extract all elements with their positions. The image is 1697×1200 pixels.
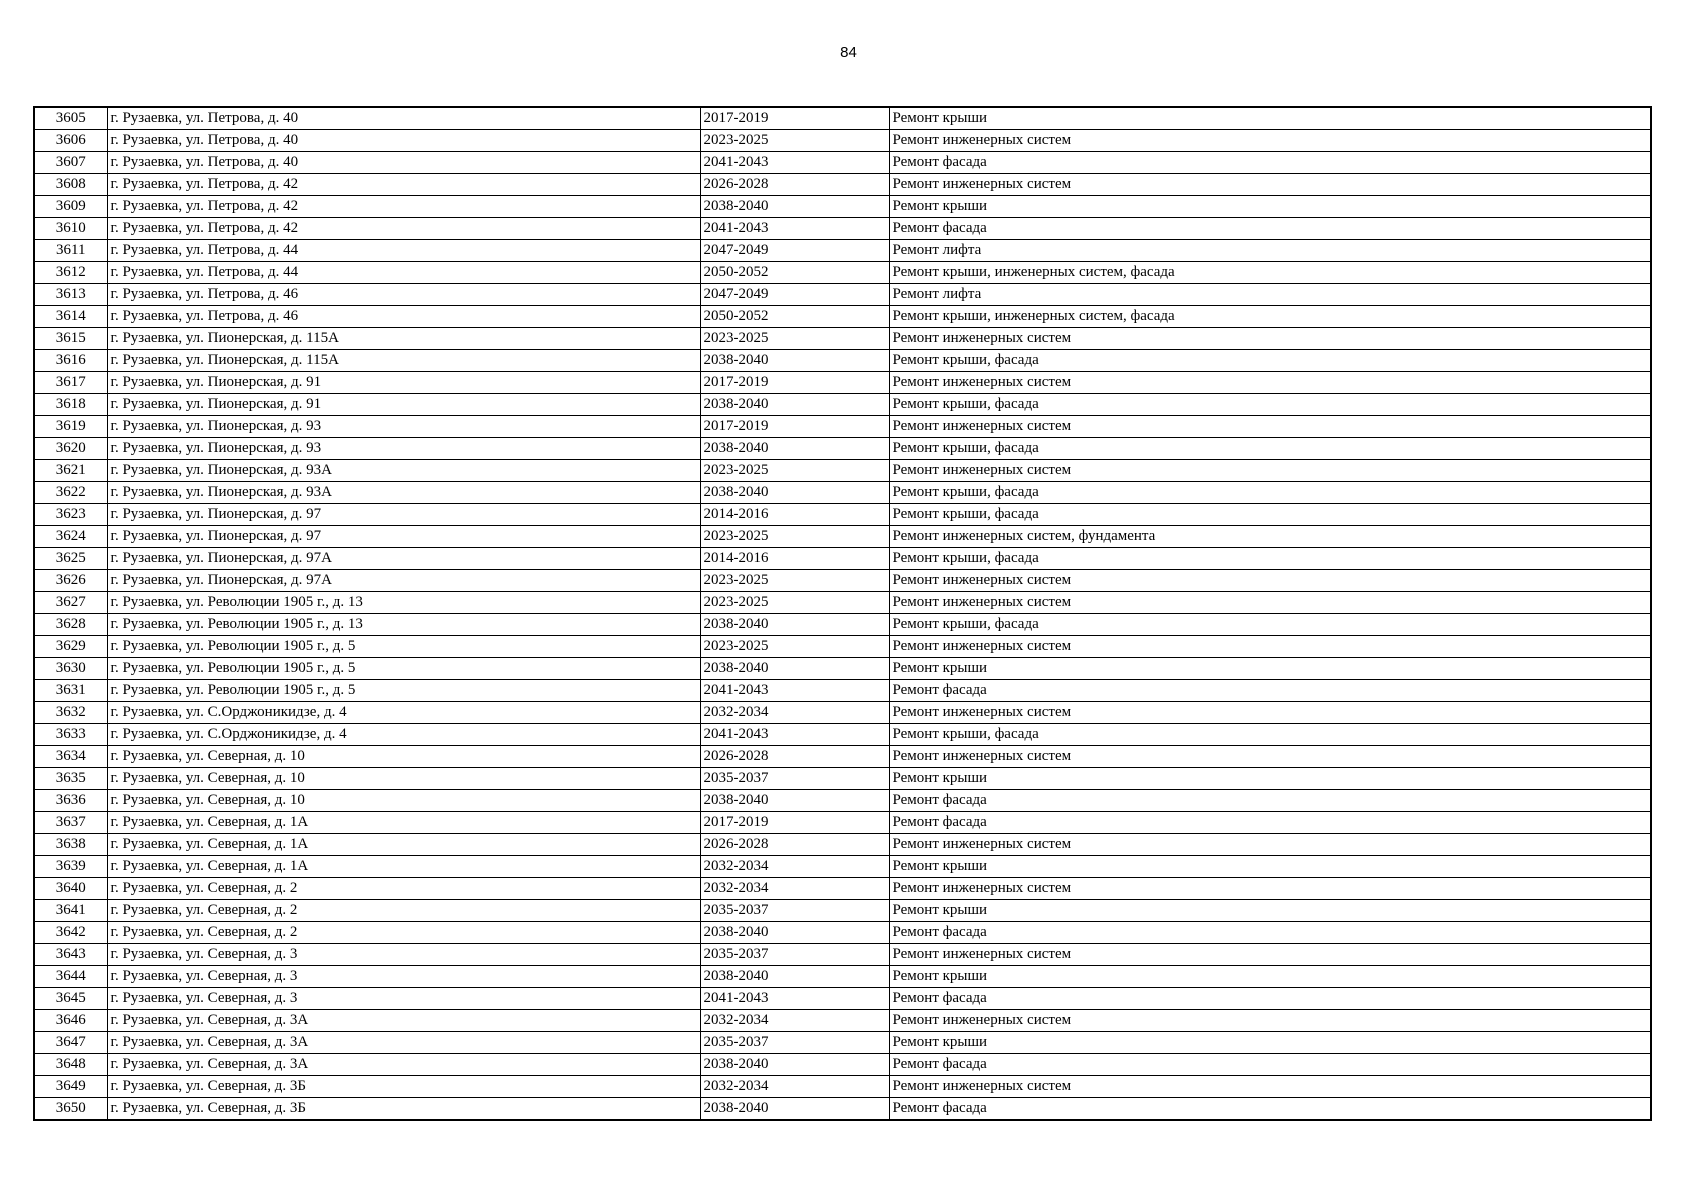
address-cell: г. Рузаевка, ул. Северная, д. 3Б (107, 1076, 700, 1098)
row-number-cell: 3613 (34, 284, 107, 306)
row-number-cell: 3648 (34, 1054, 107, 1076)
address-cell: г. Рузаевка, ул. Петрова, д. 46 (107, 284, 700, 306)
work-type-cell: Ремонт крыши, фасада (889, 394, 1651, 416)
address-cell: г. Рузаевка, ул. Северная, д. 3А (107, 1032, 700, 1054)
work-type-cell: Ремонт крыши (889, 107, 1651, 130)
address-cell: г. Рузаевка, ул. Петрова, д. 46 (107, 306, 700, 328)
period-cell: 2038-2040 (700, 922, 889, 944)
period-cell: 2032-2034 (700, 1010, 889, 1032)
table-row (34, 790, 1651, 812)
address-cell: г. Рузаевка, ул. Революции 1905 г., д. 5 (107, 636, 700, 658)
period-cell: 2038-2040 (700, 482, 889, 504)
row-number-cell: 3640 (34, 878, 107, 900)
address-cell: г. Рузаевка, ул. Пионерская, д. 93А (107, 482, 700, 504)
work-type-cell: Ремонт инженерных систем (889, 592, 1651, 614)
work-type-cell: Ремонт инженерных систем (889, 702, 1651, 724)
row-number-cell: 3636 (34, 790, 107, 812)
work-type-cell: Ремонт крыши (889, 196, 1651, 218)
address-cell: г. Рузаевка, ул. Петрова, д. 40 (107, 152, 700, 174)
work-type-cell: Ремонт лифта (889, 284, 1651, 306)
address-cell: г. Рузаевка, ул. Северная, д. 1А (107, 812, 700, 834)
work-type-cell: Ремонт лифта (889, 240, 1651, 262)
period-cell: 2023-2025 (700, 328, 889, 350)
address-cell: г. Рузаевка, ул. Революции 1905 г., д. 5 (107, 658, 700, 680)
work-type-cell: Ремонт крыши, инженерных систем, фасада (889, 306, 1651, 328)
period-cell: 2032-2034 (700, 878, 889, 900)
table-row (34, 966, 1651, 988)
table-row (34, 416, 1651, 438)
table-row (34, 658, 1651, 680)
period-cell: 2038-2040 (700, 790, 889, 812)
address-cell: г. Рузаевка, ул. Пионерская, д. 93 (107, 416, 700, 438)
period-cell: 2050-2052 (700, 262, 889, 284)
address-cell: г. Рузаевка, ул. Северная, д. 10 (107, 790, 700, 812)
period-cell: 2041-2043 (700, 724, 889, 746)
period-cell: 2047-2049 (700, 240, 889, 262)
address-cell: г. Рузаевка, ул. Петрова, д. 44 (107, 262, 700, 284)
row-number-cell: 3615 (34, 328, 107, 350)
address-cell: г. Рузаевка, ул. Революции 1905 г., д. 13 (107, 614, 700, 636)
work-type-cell: Ремонт фасада (889, 1098, 1651, 1121)
address-cell: г. Рузаевка, ул. Петрова, д. 42 (107, 174, 700, 196)
work-type-cell: Ремонт инженерных систем (889, 460, 1651, 482)
address-cell: г. Рузаевка, ул. Петрова, д. 40 (107, 107, 700, 130)
table-row (34, 240, 1651, 262)
period-cell: 2023-2025 (700, 592, 889, 614)
address-cell: г. Рузаевка, ул. Петрова, д. 42 (107, 196, 700, 218)
row-number-cell: 3642 (34, 922, 107, 944)
row-number-cell: 3614 (34, 306, 107, 328)
period-cell: 2023-2025 (700, 130, 889, 152)
period-cell: 2032-2034 (700, 1076, 889, 1098)
row-number-cell: 3634 (34, 746, 107, 768)
table-row (34, 504, 1651, 526)
row-number-cell: 3626 (34, 570, 107, 592)
table-row (34, 130, 1651, 152)
work-type-cell: Ремонт инженерных систем (889, 328, 1651, 350)
table-row (34, 834, 1651, 856)
work-type-cell: Ремонт крыши, фасада (889, 482, 1651, 504)
row-number-cell: 3623 (34, 504, 107, 526)
period-cell: 2050-2052 (700, 306, 889, 328)
address-cell: г. Рузаевка, ул. Северная, д. 1А (107, 834, 700, 856)
table-row (34, 328, 1651, 350)
address-cell: г. Рузаевка, ул. Революции 1905 г., д. 5 (107, 680, 700, 702)
work-type-cell: Ремонт фасада (889, 812, 1651, 834)
period-cell: 2038-2040 (700, 658, 889, 680)
table-row (34, 526, 1651, 548)
table-row (34, 900, 1651, 922)
work-type-cell: Ремонт крыши, фасада (889, 614, 1651, 636)
row-number-cell: 3632 (34, 702, 107, 724)
table-row (34, 702, 1651, 724)
table-row (34, 174, 1651, 196)
row-number-cell: 3638 (34, 834, 107, 856)
table-row (34, 548, 1651, 570)
period-cell: 2041-2043 (700, 988, 889, 1010)
address-cell: г. Рузаевка, ул. Революции 1905 г., д. 13 (107, 592, 700, 614)
table-row (34, 1010, 1651, 1032)
address-cell: г. Рузаевка, ул. Северная, д. 2 (107, 922, 700, 944)
table-row (34, 856, 1651, 878)
row-number-cell: 3612 (34, 262, 107, 284)
work-type-cell: Ремонт фасада (889, 1054, 1651, 1076)
row-number-cell: 3617 (34, 372, 107, 394)
table-row (34, 107, 1651, 130)
row-number-cell: 3639 (34, 856, 107, 878)
work-type-cell: Ремонт фасада (889, 218, 1651, 240)
period-cell: 2017-2019 (700, 372, 889, 394)
period-cell: 2038-2040 (700, 196, 889, 218)
address-cell: г. Рузаевка, ул. Пионерская, д. 91 (107, 372, 700, 394)
address-cell: г. Рузаевка, ул. Северная, д. 10 (107, 746, 700, 768)
address-cell: г. Рузаевка, ул. Петрова, д. 44 (107, 240, 700, 262)
work-type-cell: Ремонт крыши (889, 1032, 1651, 1054)
address-cell: г. Рузаевка, ул. Пионерская, д. 97 (107, 504, 700, 526)
table-row (34, 878, 1651, 900)
work-type-cell: Ремонт инженерных систем (889, 174, 1651, 196)
table-row (34, 812, 1651, 834)
work-type-cell: Ремонт инженерных систем (889, 944, 1651, 966)
address-cell: г. Рузаевка, ул. Пионерская, д. 97А (107, 548, 700, 570)
period-cell: 2041-2043 (700, 152, 889, 174)
address-cell: г. Рузаевка, ул. Северная, д. 1А (107, 856, 700, 878)
row-number-cell: 3631 (34, 680, 107, 702)
table-row (34, 570, 1651, 592)
period-cell: 2035-2037 (700, 900, 889, 922)
work-type-cell: Ремонт крыши (889, 768, 1651, 790)
period-cell: 2035-2037 (700, 768, 889, 790)
period-cell: 2032-2034 (700, 856, 889, 878)
row-number-cell: 3647 (34, 1032, 107, 1054)
table-row (34, 306, 1651, 328)
period-cell: 2038-2040 (700, 394, 889, 416)
work-type-cell: Ремонт крыши, инженерных систем, фасада (889, 262, 1651, 284)
period-cell: 2041-2043 (700, 680, 889, 702)
row-number-cell: 3643 (34, 944, 107, 966)
address-cell: г. Рузаевка, ул. Пионерская, д. 115А (107, 350, 700, 372)
period-cell: 2017-2019 (700, 107, 889, 130)
row-number-cell: 3650 (34, 1098, 107, 1121)
table-row (34, 196, 1651, 218)
period-cell: 2026-2028 (700, 746, 889, 768)
period-cell: 2023-2025 (700, 636, 889, 658)
table-row (34, 1076, 1651, 1098)
row-number-cell: 3622 (34, 482, 107, 504)
page-number: 84 (840, 44, 857, 61)
address-cell: г. Рузаевка, ул. Северная, д. 10 (107, 768, 700, 790)
table-row (34, 614, 1651, 636)
work-type-cell: Ремонт фасада (889, 680, 1651, 702)
row-number-cell: 3649 (34, 1076, 107, 1098)
work-type-cell: Ремонт инженерных систем (889, 1076, 1651, 1098)
table-row (34, 152, 1651, 174)
work-type-cell: Ремонт крыши (889, 900, 1651, 922)
row-number-cell: 3633 (34, 724, 107, 746)
row-number-cell: 3605 (34, 107, 107, 130)
work-type-cell: Ремонт инженерных систем (889, 570, 1651, 592)
work-type-cell: Ремонт инженерных систем (889, 416, 1651, 438)
row-number-cell: 3607 (34, 152, 107, 174)
work-type-cell: Ремонт крыши (889, 658, 1651, 680)
period-cell: 2014-2016 (700, 548, 889, 570)
work-type-cell: Ремонт крыши (889, 856, 1651, 878)
address-cell: г. Рузаевка, ул. Пионерская, д. 93А (107, 460, 700, 482)
row-number-cell: 3630 (34, 658, 107, 680)
work-type-cell: Ремонт инженерных систем, фундамента (889, 526, 1651, 548)
address-cell: г. Рузаевка, ул. С.Орджоникидзе, д. 4 (107, 724, 700, 746)
row-number-cell: 3629 (34, 636, 107, 658)
work-type-cell: Ремонт инженерных систем (889, 1010, 1651, 1032)
row-number-cell: 3644 (34, 966, 107, 988)
address-cell: г. Рузаевка, ул. Пионерская, д. 97 (107, 526, 700, 548)
table-row (34, 460, 1651, 482)
table-row (34, 746, 1651, 768)
work-type-cell: Ремонт фасада (889, 922, 1651, 944)
work-type-cell: Ремонт фасада (889, 152, 1651, 174)
table-row (34, 592, 1651, 614)
address-cell: г. Рузаевка, ул. Пионерская, д. 97А (107, 570, 700, 592)
work-type-cell: Ремонт крыши, фасада (889, 350, 1651, 372)
table-row (34, 944, 1651, 966)
table-row (34, 724, 1651, 746)
work-type-cell: Ремонт инженерных систем (889, 130, 1651, 152)
address-cell: г. Рузаевка, ул. Северная, д. 2 (107, 878, 700, 900)
period-cell: 2023-2025 (700, 570, 889, 592)
table-row (34, 482, 1651, 504)
address-cell: г. Рузаевка, ул. Петрова, д. 42 (107, 218, 700, 240)
row-number-cell: 3625 (34, 548, 107, 570)
work-type-cell: Ремонт инженерных систем (889, 834, 1651, 856)
table-body (34, 107, 1651, 1120)
table-row (34, 262, 1651, 284)
table-row (34, 1098, 1651, 1121)
row-number-cell: 3620 (34, 438, 107, 460)
row-number-cell: 3606 (34, 130, 107, 152)
period-cell: 2047-2049 (700, 284, 889, 306)
table-row (34, 1054, 1651, 1076)
table-row (34, 768, 1651, 790)
period-cell: 2038-2040 (700, 438, 889, 460)
period-cell: 2026-2028 (700, 174, 889, 196)
work-type-cell: Ремонт инженерных систем (889, 746, 1651, 768)
row-number-cell: 3609 (34, 196, 107, 218)
row-number-cell: 3619 (34, 416, 107, 438)
row-number-cell: 3608 (34, 174, 107, 196)
work-type-cell: Ремонт крыши, фасада (889, 724, 1651, 746)
address-cell: г. Рузаевка, ул. Северная, д. 3А (107, 1054, 700, 1076)
address-cell: г. Рузаевка, ул. Северная, д. 2 (107, 900, 700, 922)
work-type-cell: Ремонт фасада (889, 988, 1651, 1010)
period-cell: 2038-2040 (700, 350, 889, 372)
repair-schedule-table (33, 106, 1652, 1121)
address-cell: г. Рузаевка, ул. Северная, д. 3 (107, 966, 700, 988)
table-row (34, 218, 1651, 240)
period-cell: 2014-2016 (700, 504, 889, 526)
period-cell: 2035-2037 (700, 1032, 889, 1054)
address-cell: г. Рузаевка, ул. Северная, д. 3 (107, 944, 700, 966)
table-row (34, 284, 1651, 306)
work-type-cell: Ремонт фасада (889, 790, 1651, 812)
period-cell: 2038-2040 (700, 1098, 889, 1121)
table-row (34, 372, 1651, 394)
table-row (34, 988, 1651, 1010)
address-cell: г. Рузаевка, ул. Пионерская, д. 91 (107, 394, 700, 416)
work-type-cell: Ремонт крыши, фасада (889, 438, 1651, 460)
work-type-cell: Ремонт инженерных систем (889, 372, 1651, 394)
period-cell: 2032-2034 (700, 702, 889, 724)
table-row (34, 922, 1651, 944)
work-type-cell: Ремонт крыши, фасада (889, 548, 1651, 570)
period-cell: 2041-2043 (700, 218, 889, 240)
address-cell: г. Рузаевка, ул. Пионерская, д. 93 (107, 438, 700, 460)
period-cell: 2017-2019 (700, 416, 889, 438)
address-cell: г. Рузаевка, ул. С.Орджоникидзе, д. 4 (107, 702, 700, 724)
period-cell: 2038-2040 (700, 614, 889, 636)
row-number-cell: 3628 (34, 614, 107, 636)
row-number-cell: 3635 (34, 768, 107, 790)
address-cell: г. Рузаевка, ул. Петрова, д. 40 (107, 130, 700, 152)
table-row (34, 438, 1651, 460)
row-number-cell: 3621 (34, 460, 107, 482)
row-number-cell: 3645 (34, 988, 107, 1010)
period-cell: 2026-2028 (700, 834, 889, 856)
work-type-cell: Ремонт крыши (889, 966, 1651, 988)
address-cell: г. Рузаевка, ул. Северная, д. 3 (107, 988, 700, 1010)
period-cell: 2023-2025 (700, 460, 889, 482)
row-number-cell: 3641 (34, 900, 107, 922)
table-row (34, 350, 1651, 372)
period-cell: 2035-2037 (700, 944, 889, 966)
row-number-cell: 3616 (34, 350, 107, 372)
table-row (34, 636, 1651, 658)
row-number-cell: 3646 (34, 1010, 107, 1032)
row-number-cell: 3624 (34, 526, 107, 548)
address-cell: г. Рузаевка, ул. Северная, д. 3Б (107, 1098, 700, 1121)
table-row (34, 1032, 1651, 1054)
row-number-cell: 3637 (34, 812, 107, 834)
period-cell: 2038-2040 (700, 966, 889, 988)
row-number-cell: 3610 (34, 218, 107, 240)
address-cell: г. Рузаевка, ул. Северная, д. 3А (107, 1010, 700, 1032)
row-number-cell: 3618 (34, 394, 107, 416)
work-type-cell: Ремонт инженерных систем (889, 636, 1651, 658)
table-row (34, 680, 1651, 702)
row-number-cell: 3627 (34, 592, 107, 614)
address-cell: г. Рузаевка, ул. Пионерская, д. 115А (107, 328, 700, 350)
work-type-cell: Ремонт крыши, фасада (889, 504, 1651, 526)
table-row (34, 394, 1651, 416)
work-type-cell: Ремонт инженерных систем (889, 878, 1651, 900)
period-cell: 2023-2025 (700, 526, 889, 548)
period-cell: 2038-2040 (700, 1054, 889, 1076)
row-number-cell: 3611 (34, 240, 107, 262)
period-cell: 2017-2019 (700, 812, 889, 834)
